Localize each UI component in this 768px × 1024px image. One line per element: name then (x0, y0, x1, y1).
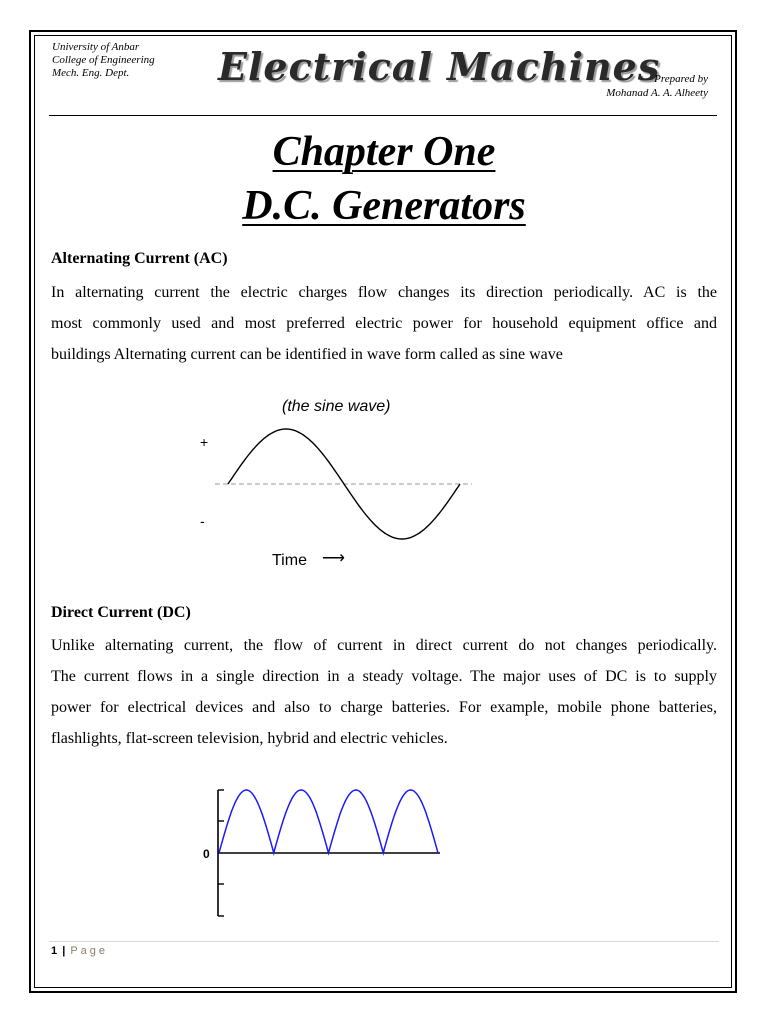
chapter-subtitle: D.C. Generators (242, 183, 526, 229)
header-title: Electrical Machines (218, 44, 661, 89)
dc-line: The current flows in a single direction in a steady voltage. The major uses of DC is to supply (51, 668, 717, 685)
minus-sign: - (200, 513, 205, 529)
header-author-block (606, 72, 708, 100)
chapter-title: Chapter One (272, 129, 496, 175)
zero-label: 0 (203, 847, 210, 861)
prepared-by-label: Prepared by (654, 73, 708, 85)
time-arrow-icon: ⟶ (322, 550, 345, 567)
ac-paragraph (51, 277, 717, 370)
institution-line: College of Engineering (52, 54, 155, 66)
author-name: Mohanad A. A. Alheety (606, 87, 708, 99)
header-institution (52, 41, 155, 80)
footer-separator: | (62, 945, 67, 957)
dc-line: flashlights, flat-screen television, hybrid and electric vehicles. (51, 730, 448, 747)
page-footer (51, 945, 108, 957)
page-word: Page (70, 945, 109, 957)
rectified-wave-curve (219, 790, 438, 853)
header-divider (49, 115, 717, 116)
institution-line: Mech. Eng. Dept. (52, 67, 130, 79)
dc-heading: Direct Current (DC) (51, 604, 191, 621)
plus-sign: + (200, 434, 209, 450)
sine-wave-figure (190, 390, 490, 575)
sine-caption: (the sine wave) (282, 398, 391, 415)
ac-line: buildings Alternating current can be identified in wave form called as sine wave (51, 346, 563, 363)
ac-heading: Alternating Current (AC) (51, 250, 228, 267)
dc-line: Unlike alternating current, the flow of current in direct current do not changes periodically. (51, 637, 717, 654)
page-number: 1 (51, 945, 59, 957)
institution-line: University of Anbar (52, 41, 140, 53)
footer-divider (49, 941, 719, 942)
dc-paragraph (51, 630, 717, 754)
rectified-wave-figure (195, 780, 455, 925)
ac-line: most commonly used and most preferred electric power for household equipment office and (51, 315, 717, 332)
dc-line: power for electrical devices and also to charge batteries. For example, mobile phone batteries, (51, 699, 717, 716)
time-label: Time (272, 552, 307, 569)
ac-line: In alternating current the electric charges flow changes its direction periodically. AC is the (51, 284, 717, 301)
